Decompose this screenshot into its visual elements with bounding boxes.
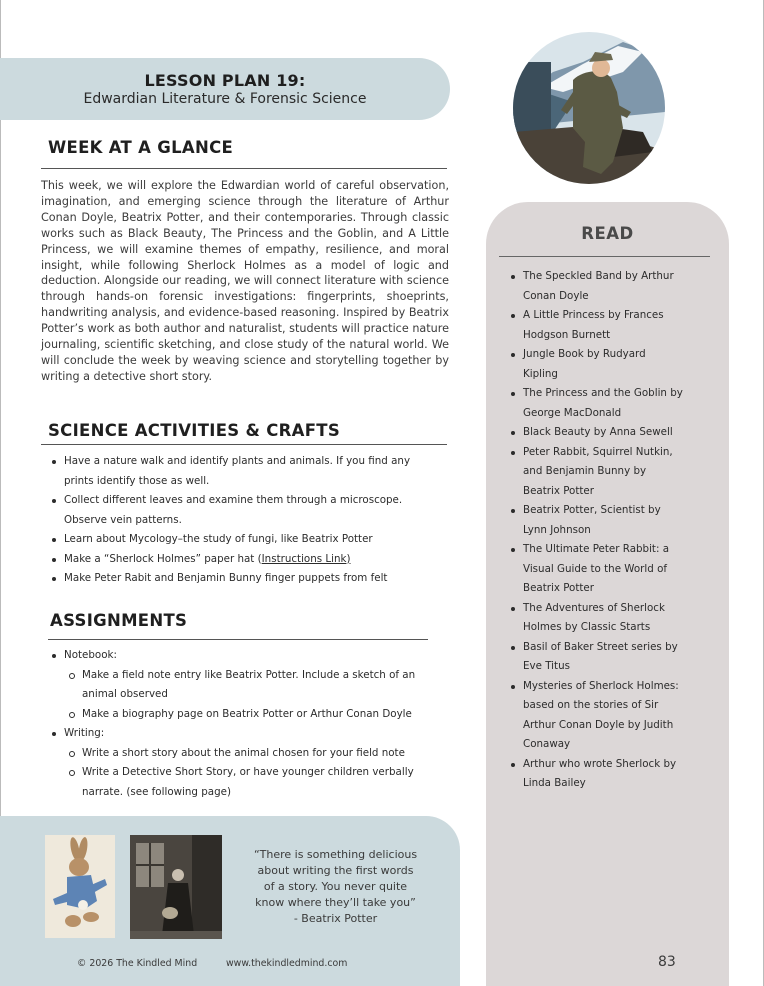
list-item: Mysteries of Sherlock Holmes: based on the stories of Sir Arthur Conan Doyle by Judith Conaway [505,677,720,755]
list-item: Beatrix Potter, Scientist by Lynn Johnson [505,501,720,540]
list-item: Write a short story about the animal chosen for your field note [64,744,446,764]
list-item: The Adventures of Sherlock Holmes by Classic Starts [505,599,720,638]
read-heading: READ [581,224,634,243]
beatrix-potter-photo [130,835,222,939]
list-item: Make Peter Rabit and Benjamin Bunny finger puppets from felt [46,569,446,589]
science-list [46,452,446,589]
list-item: Arthur who wrote Sherlock by Linda Bailey [505,755,720,794]
list-item: Learn about Mycology–the study of fungi, like Beatrix Potter [46,530,446,550]
list-item: Notebook: Make a field note entry like Beatrix Potter. Include a sketch of an animal observed Make a biography page on Beatrix Potter or Arthur Conan Doyle [46,646,446,724]
list-item: The Speckled Band by Arthur Conan Doyle [505,267,720,306]
assignments-rule [48,639,428,640]
potter-quote: “There is something delicious about writing the first words of a story. You never quite know where they’ll take you” - Beatrix Potter [253,848,418,925]
read-rule [499,256,710,257]
assignments-heading: ASSIGNMENTS [50,611,188,630]
title-banner [0,58,450,120]
footer-url[interactable]: www.thekindledmind.com [226,958,348,969]
list-item: A Little Princess by Frances Hodgson Burnett [505,306,720,345]
assignments-list [46,646,446,802]
list-item: The Ultimate Peter Rabbit: a Visual Guide to the World of Beatrix Potter [505,540,720,599]
science-heading: SCIENCE ACTIVITIES & CRAFTS [48,421,341,440]
list-item: Writing: Write a short story about the animal chosen for your field note Write a Detective Short Story, or have younger children verbally narrate. (see following page) [46,724,446,802]
read-list [505,267,720,794]
list-item: Peter Rabbit, Squirrel Nutkin, and Benjamin Bunny by Beatrix Potter [505,443,720,502]
peter-rabbit-illustration [45,835,115,938]
sherlock-illustration [513,32,665,184]
lesson-subtitle: Edwardian Literature & Forensic Science [83,91,367,107]
page-number: 83 [658,954,676,970]
list-item: Black Beauty by Anna Sewell [505,423,720,443]
list-item: Make a field note entry like Beatrix Potter. Include a sketch of an animal observed [64,666,446,705]
list-item: Have a nature walk and identify plants and animals. If you find any prints identify those as well. [46,452,446,491]
list-item: The Princess and the Goblin by George MacDonald [505,384,720,423]
list-item: Basil of Baker Street series by Eve Titus [505,638,720,677]
notebook-sublist [64,666,446,725]
list-item: Collect different leaves and examine them through a microscope. Observe vein patterns. [46,491,446,530]
instructions-link[interactable]: Instructions Link) [261,552,351,565]
list-item: Jungle Book by Rudyard Kipling [505,345,720,384]
week-heading: WEEK AT A GLANCE [48,138,234,157]
footer-copyright: © 2026 The Kindled Mind [77,958,198,969]
list-item: Make a “Sherlock Holmes” paper hat (Instructions Link) [46,550,446,570]
writing-sublist [64,744,446,803]
week-rule [41,168,447,169]
science-rule [41,444,447,445]
list-item: Make a biography page on Beatrix Potter or Arthur Conan Doyle [64,705,446,725]
lesson-title: LESSON PLAN 19: [144,71,306,90]
week-intro-text: This week, we will explore the Edwardian world of careful observation, imagination, and emerging science through the literature of Arthur Conan Doyle, Beatrix Potter, and their contemporaries. Through classic works such as Black Beauty, The Princess and the Goblin, and A Little Princess, we will examine themes of empathy, resilience, and moral insight, while following Sherlock Holmes as a model of logic and deduction. Alongside our reading, we will connect literature with science through hands-on forensic investigations: fingerprints, shoeprints, handwriting analysis, and evidence-based reasoning. Inspired by Beatrix Potter’s work as both author and naturalist, students will practice nature journaling, scientific sketching, and close study of the natural world. We will conclude the week by weaving science and storytelling together by writing a detective short story. [41,179,449,383]
list-item: Write a Detective Short Story, or have younger children verbally narrate. (see following page) [64,763,446,802]
